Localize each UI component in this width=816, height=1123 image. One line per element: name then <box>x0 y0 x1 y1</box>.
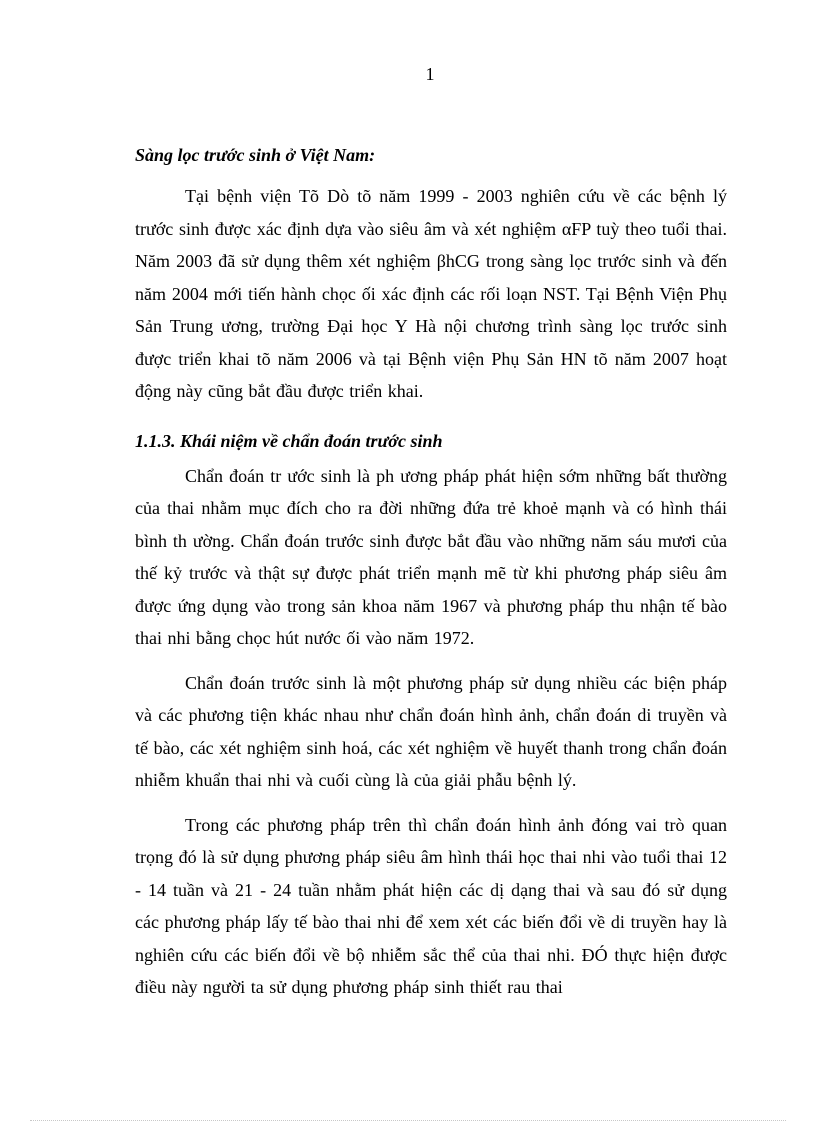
paragraph-screening: Tại bệnh viện Tõ Dò tõ năm 1999 - 2003 nghiên cứu về các bệnh lý trước sinh được xác định dựa vào siêu âm và xét nghiệm αFP tuỳ theo tuổi thai. Năm 2003 đã sử dụng thêm xét nghiệm βhCG trong sàng lọc trước sinh và đến năm 2004 mới tiến hành chọc ối xác định các rối loạn NST. Tại Bệnh Viện Phụ Sản Trung ương, trường Đại học Y Hà nội chương trình sàng lọc trước sinh được triển khai tõ năm 2006 và tại Bệnh viện Phụ Sản HN tõ năm 2007 hoạt động này cũng bắt đầu được triển khai. <box>135 186 727 401</box>
page-bottom-divider <box>30 1120 786 1121</box>
section-heading-concept: 1.1.3. Khái niệm về chẩn đoán trước sinh <box>135 430 443 451</box>
paragraph-concept-3: Trong các phương pháp trên thì chẩn đoán hình ảnh đóng vai trò quan trọng đó là sử dụng phương pháp siêu âm hình thái học thai nhi vào tuổi thai 12 - 14 tuần và 21 - 24 tuần nhằm phát hiện các dị dạng thai và sau đó sử dụng các phương pháp lấy tế bào thai nhi để xem xét các biến đổi về di truyền hay là nghiên cứu các biến đổi về bộ nhiễm sắc thể của thai nhi. ĐÓ thực hiện được điều này người ta sử dụng phương pháp sinh thiết rau thai <box>135 814 727 997</box>
page-number: 1 <box>425 64 435 84</box>
section-heading-screening: Sàng lọc trước sinh ở Việt Nam: <box>135 145 376 165</box>
paragraph-concept-1: Chẩn đoán tr ước sinh là ph ương pháp phát hiện sớm những bất thường của thai nhằm mục đích cho ra đời những đứa trẻ khoẻ mạnh và có hình thái bình th ường. Chẩn đoán trước sinh được bắt đầu vào những năm sáu mươi của thế kỷ trước và thật sự được phát triển mạnh mẽ từ khi phương pháp siêu âm được ứng dụng vào trong sản khoa năm 1967 và phương pháp thu nhận tế bào thai nhi bằng chọc hút nước ối vào năm 1972. <box>135 465 727 648</box>
document-body <box>135 140 727 1004</box>
paragraph-concept-2: Chẩn đoán trước sinh là một phương pháp sử dụng nhiều các biện pháp và các phương tiện khác nhau như chẩn đoán hình ảnh, chẩn đoán di truyền và tế bào, các xét nghiệm sinh hoá, các xét nghiệm về huyết thanh trong chẩn đoán nhiễm khuẩn thai nhi và cuối cùng là của giải phẫu bệnh lý. <box>135 672 727 790</box>
